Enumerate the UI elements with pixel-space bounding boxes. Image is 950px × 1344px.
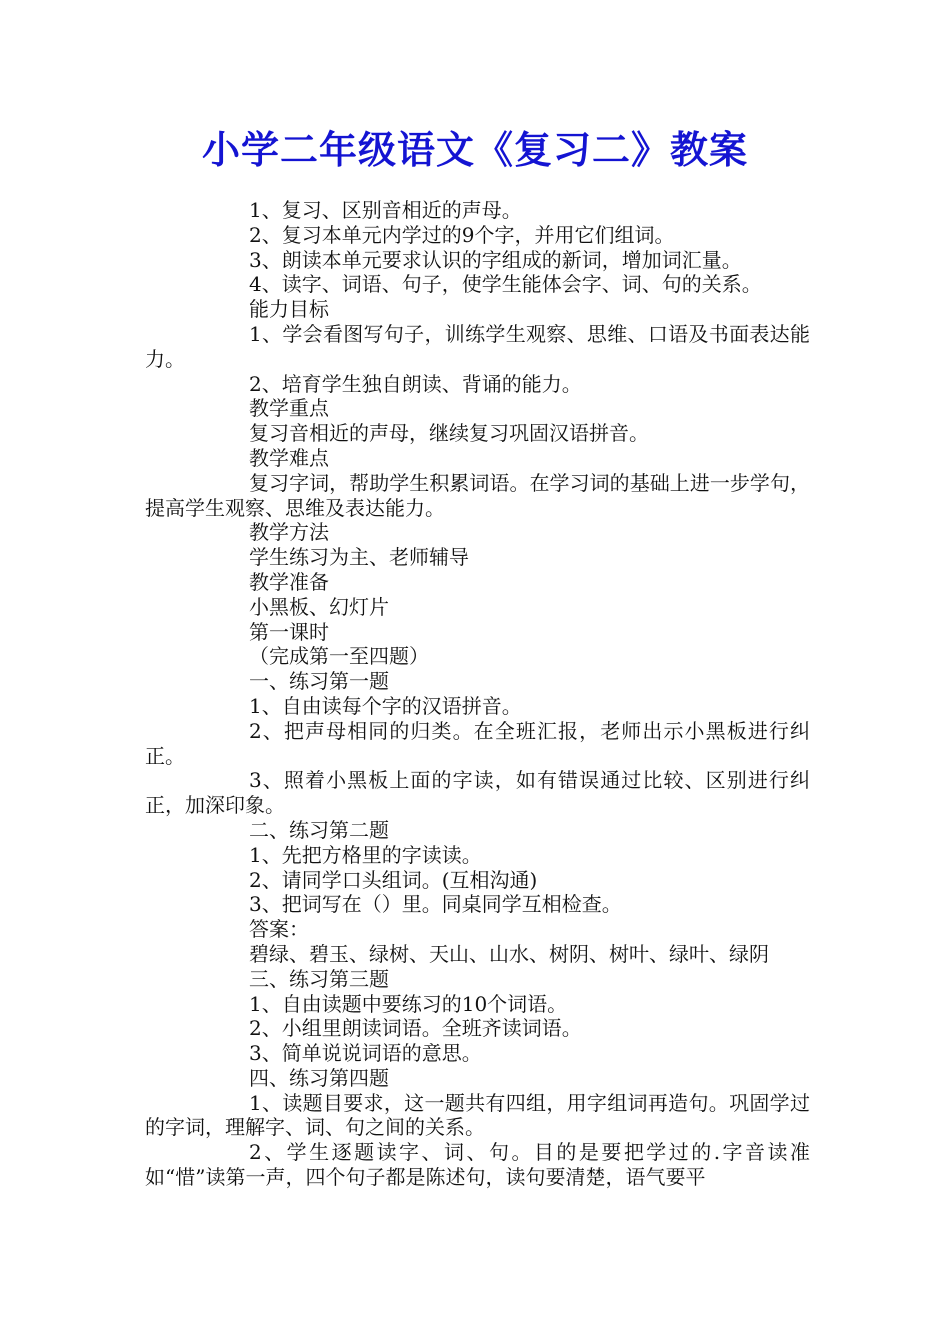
section-heading: 三、练习第三题: [249, 966, 389, 991]
section-heading: 教学准备: [249, 569, 329, 594]
paragraph: 3、把词写在（）里。同桌同学互相检查。: [249, 892, 622, 917]
paragraph: （完成第一至四题）: [249, 644, 429, 669]
section-heading: 二、练习第二题: [249, 817, 389, 842]
section-heading: 第一课时: [249, 619, 329, 644]
paragraph: 复习字词，帮助学生积累词语。在学习词的基础上进一步学句，提高学生观察、思维及表达能力。: [145, 470, 810, 520]
paragraph: 2、小组里朗读词语。全班齐读词语。: [249, 1016, 582, 1041]
paragraph: 2、把声母相同的归类。在全班汇报，老师出示小黑板进行纠正。: [145, 718, 810, 768]
paragraph: 3、照着小黑板上面的字读，如有错误通过比较、区别进行纠正，加深印象。: [145, 768, 810, 818]
paragraph: 答案：: [249, 917, 309, 942]
section-heading: 教学重点: [249, 396, 329, 421]
section-heading: 一、练习第一题: [249, 669, 389, 694]
paragraph: 2、请同学口头组词。(互相沟通): [249, 867, 538, 892]
paragraph: 碧绿、碧玉、绿树、天山、山水、树阴、树叶、绿叶、绿阴: [249, 941, 769, 966]
document-title: 小学二年级语文《复习二》教案: [201, 127, 748, 172]
paragraph: 1、学会看图写句子，训练学生观察、思维、口语及书面表达能力。: [145, 321, 810, 371]
paragraph: 1、复习、区别音相近的声母。: [249, 198, 522, 222]
paragraph: 3、简单说说词语的意思。: [249, 1041, 482, 1066]
paragraph: 复习音相近的声母，继续复习巩固汉语拼音。: [249, 421, 649, 446]
section-heading: 教学难点: [249, 445, 329, 470]
paragraph: 2、复习本单元内学过的9个字，并用它们组词。: [249, 222, 675, 247]
paragraph: 3、朗读本单元要求认识的字组成的新词，增加词汇量。: [249, 247, 742, 272]
paragraph: 小黑板、幻灯片: [249, 594, 389, 619]
section-heading: 四、练习第四题: [249, 1065, 389, 1090]
paragraph: 1、读题目要求，这一题共有四组，用字组词再造句。巩固学过的字词，理解字、词、句之间的关系。: [145, 1090, 810, 1140]
section-heading: 能力目标: [249, 297, 329, 322]
paragraph: 1、自由读题中要练习的10个词语。: [249, 991, 568, 1016]
document-body: [145, 198, 810, 1190]
paragraph: 1、先把方格里的字读读。: [249, 842, 482, 867]
paragraph: 4、读字、词语、句子，使学生能体会字、词、句的关系。: [249, 272, 762, 297]
paragraph: 2、学生逐题读字、词、句。目的是要把学过的.字音读准如“惜”读第一声，四个句子都是陈述句，读句要清楚，语气要平: [145, 1140, 810, 1190]
paragraph: 1、自由读每个字的汉语拼音。: [249, 693, 522, 718]
paragraph: 2、培育学生独自朗读、背诵的能力。: [249, 371, 582, 396]
section-heading: 教学方法: [249, 520, 329, 545]
paragraph: 学生练习为主、老师辅导: [249, 545, 469, 570]
